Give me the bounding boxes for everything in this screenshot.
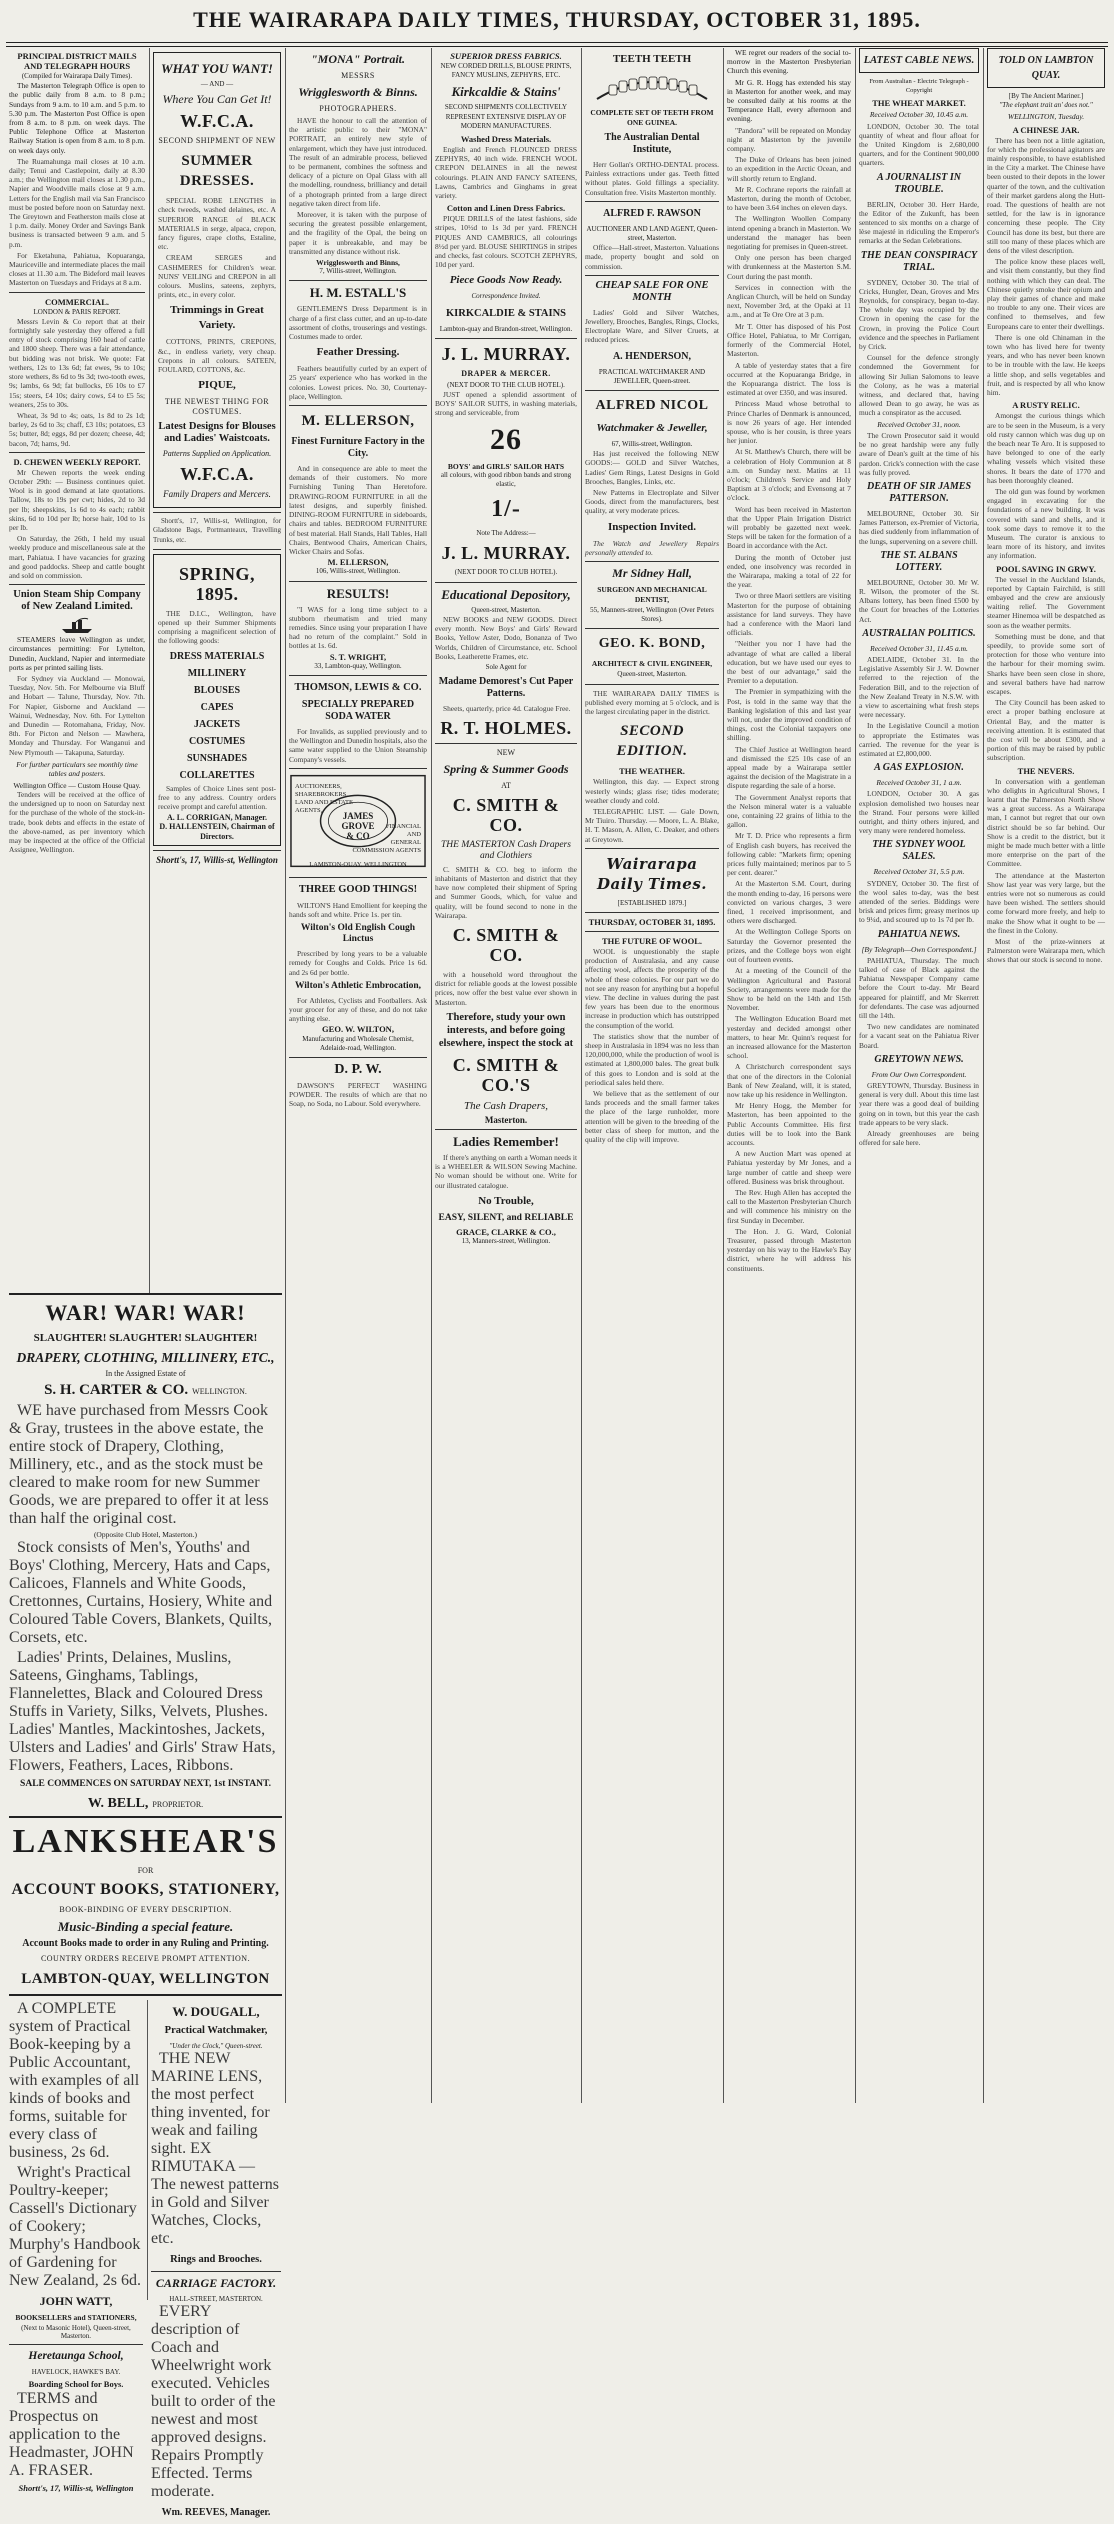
sidney-hall: Mr Sidney Hall,	[612, 566, 692, 581]
spring-summer-goods: Spring & Summer Goods	[443, 761, 569, 776]
stamp-address: LAMBTON-QUAY, WELLINGTON	[309, 860, 407, 868]
furniture-factory: Finest Furniture Factory in the City.	[291, 436, 425, 460]
bond-name: GEO. K. BOND,	[598, 636, 706, 652]
latest-designs: Latest Designs for Blouses and Ladies' Waistcoats.	[158, 421, 276, 445]
lambton-quay: LAMBTON-QUAY, WELLINGTON	[21, 1971, 270, 1987]
wfca-advert: WHAT YOU WANT! — AND — Where You Can Get It! W.F.C.A. SECOND SHIPMENT OF NEW SUMMER DRESSES. SPECIAL ROBE LENGTHS in check tweeds, washed delaines, etc. A SUPERIOR RANGE of BLACK MATERIALS in serge, alpaca, crepon, fancy figures, crape cloths, Estaline, etc. CREAM SERGES and CASHMERES for Children's wear. NUNS' VEILING and CREPON in all colours. Muslins, sateens, zephyrs, prints, etc., in every color. Trimmings in Great Variety. COTTONS, PRINTS, CREPONS, &c., in endless variety, very cheap. Crepons in all colours. SATEEN, FOULARD, COTTONS, &c. PIQUE, THE NEWEST THING FOR COSTUMES. Latest Designs for Blouses and Ladies' Waistcoats. Patterns Supplied on Application. W.F.C.A. Family Drapers and Mercers.	[153, 52, 281, 508]
lankshear-for: FOR	[137, 1866, 154, 1875]
auctioneer-line: FINANCIAL	[385, 822, 421, 830]
list-item: SUNSHADES	[186, 752, 248, 764]
masthead-rule	[6, 42, 1108, 43]
carriage-factory: CARRIAGE FACTORY.	[155, 2276, 277, 2290]
wilton-linctus: Wilton's Old English Cough Linctus	[300, 923, 416, 945]
auctioneer-line: LAND AND ESTATE	[295, 798, 353, 806]
gas-explosion: A GAS EXPLOSION.	[874, 762, 964, 774]
sydney-wool-sales: THE SYDNEY WOOL SALES.	[872, 839, 966, 863]
patterns-note: Patterns Supplied on Application.	[162, 449, 272, 459]
auctioneer-line: GENERAL	[390, 838, 421, 846]
booksellers: BOOKSELLERS and STATIONERS,	[15, 2313, 137, 2322]
lambton-quay-box	[987, 48, 1105, 88]
union-steamship-title: Union Steam Ship Company of New Zealand Limited.	[13, 589, 141, 613]
smith-name: C. SMITH & CO.	[452, 794, 560, 835]
kirkcaldie-stains: Kirkcaldie & Stains'	[451, 84, 561, 100]
death-sir-james: DEATH OF SIR JAMES PATTERSON.	[866, 480, 972, 504]
bottom-left-advertisements: WAR! WAR! WAR! SLAUGHTER! SLAUGHTER! SLAUGHTER! DRAPERY, CLOTHING, MILLINERY, ETC., In the Assigned Estate of S. H. CARTER & CO. WELLINGTON. WE have purchased from Messrs Cook & Gray, trustees in the above estate, the entire stock of Drapery, Clothing, Millinery, etc., and as the stock must be cleared to make room for new Summer Goods, we are prepared to offer it at less than half the original cost. (Opposite Club Hotel, Masterton.) Stock consists of Men's, Youths' and Boys' Clothing, Mercery, Hats and Caps, Calicoes, Flannels and White Goods, Crettonnes, Curtains, Hosiery, White and Coloured Table Covers, Blankets, Quilts, Corsets, etc. Ladies' Prints, Delaines, Muslins, Sateens, Ginghams, Tablings, Flannelettes, Black and Coloured Dress Stuffs in Variety, Silks, Velvets, Plushes. Ladies' Mantles, Mackintoshes, Jackets, Ulsters and Ladies' and Girls' Straw Hats, Flowers, Feathers, Laces, Ribbons. SALE COMMENCES ON SATURDAY NEXT, 1st INSTANT. W. BELL, PROPRIETOR. LANKSHEAR'S FOR ACCOUNT BOOKS, STATIONERY, BOOK-BINDING OF EVERY DESCRIPTION. Music-Binding a special feature. Account Books made to order in any Ruling and Printing. COUNTRY ORDERS RECEIVE PROMPT ATTENTION. LAMBTON-QUAY, WELLINGTON A COMPLETE system of Practical Book-keeping by a Public Accountant, with examples of all kinds of books and forms, suitable for every class of business, 2s 6d. Wright's Practical Poultry-keeper; Cassell's Dictionary of Cookery; Murphy's Handbook of Gardening for New Zealand, 2s 6d. JOHN WATT, BOOKSELLERS and STATIONERS, (Next to Masonic Hotel), Queen-street, Masterton. Heretaunga School, HAVELOCK, HAWKE'S BAY. Boarding School for Boys. TERMS and Prospectus on application to the Headmaster, JOHN A. FRASER. Shortt's, 17, Willis-st, Wellington W. DOUGALL, Practical Watchmaker, "Under the Clock," Queen-street. THE NEW MARINE LENS, the most perfect thing invented, for weak and failing sight. EX RIMUTAKA — The newest patterns in Gold and Silver Watches, Clocks, etc. Rings and Brooches. CARRIAGE FACTORY. HALL-STREET, MASTERTON. EVERY description of Coach and Wheelwright work executed. Vehicles built to order of the newest and most approved designs. Repairs Promptly Effected. Terms moderate. Wm. REEVES, Manager.	[6, 1293, 285, 2103]
holmes-name: R. T. HOLMES.	[440, 718, 572, 739]
bottom-left-sub: A COMPLETE system of Practical Book-keeping by a Public Accountant, with examples of all kinds of books and forms, suitable for every class of business, 2s 6d. Wright's Practical Poultry-keeper; Cassell's Dictionary of Cookery; Murphy's Handbook of Gardening for New Zealand, 2s 6d. JOHN WATT, BOOKSELLERS and STATIONERS, (Next to Masonic Hotel), Queen-street, Masterton. Heretaunga School, HAVELOCK, HAWKE'S BAY. Boarding School for Boys. TERMS and Prospectus on application to the Headmaster, JOHN A. FRASER. Shortt's, 17, Willis-st, Wellington	[9, 2000, 143, 2496]
dougall-name: W. DOUGALL,	[172, 2004, 260, 2019]
latest-cable-news: LATEST CABLE NEWS.	[863, 55, 975, 66]
carter-location: WELLINGTON.	[192, 1387, 247, 1396]
weekly-report-heading: D. CHEWEN WEEKLY REPORT.	[13, 456, 141, 467]
sailor-hats: BOYS' and GIRLS' SAILOR HATS	[447, 461, 565, 471]
masthead-rule-lower	[6, 46, 1108, 47]
thomson-lewis: THOMSON, LEWIS & CO.	[294, 681, 422, 693]
commercial-heading: COMMERCIAL.	[45, 296, 109, 307]
dpw-monogram: D. P. W.	[334, 1061, 382, 1077]
auctioneer-line: AND	[406, 830, 421, 838]
wheat-market: THE WHEAT MARKET.	[872, 98, 966, 109]
boarding-school: Boarding School for Boys.	[28, 2379, 124, 2389]
column-3: "MONA" Portrait. MESSRS Wrigglesworth & Binns. PHOTOGRAPHERS. HAVE the honour to call the attention of the artistic public to their "MONA" PORTRAIT, an entirely new style of enlargement, which they have just introduced. The result of an admirable process, believed to be permanent, combines the softness and delicacy of a picture on Opal Glass with all the modelling, roundness, brilliancy and detail of a photograph printed from a large direct negative taken direct from life. Moreover, it is taken with the purpose of securing the greatest possible enlargement, and the fragility of the Opal, the being on paper it is unbreakable, and may be transmitted any distance without risk. Wrigglesworth and Binns, 7, Willis-street, Wellington. H. M. ESTALL'S GENTLEMEN'S Dress Department is in charge of a first class cutter, and an up-to-date assortment of cloths, trouserings and vestings. Costumes made to order. Feather Dressing. Feathers beautifully curled by an expert of 25 years' experience who has worked in the colonies. Lowest prices. No. 30, Courtenay-place, Wellington. M. ELLERSON, Finest Furniture Factory in the City. And in consequence are able to meet the demands of their customers. No more Furnishing Tuning Than Heretofore. DRAWING-ROOM FURNITURE in all the latest designs, and superbly finished. DINING-ROOM FURNITURE in sideboards, chairs and tables. BEDROOM FURNITURE of best material. Hall Stands, Hall Tables, Hall Chairs, Bentwood Chairs, American Chairs, Wicker Chairs and Sofas. M. ELLERSON, 106, Willis-street, Wellington. RESULTS! "I WAS for a long time subject to a stubborn rheumatism and tried many remedies. Since using your preparation I have had no return of the complaint." Sold in bottles at 1s. 6d. S. T. WRIGHT, 33, Lambton-quay, Wellington. THOMSON, LEWIS & CO. SPECIALLY PREPARED SODA WATER For Invalids, as supplied previously and to the Wellington and Dunedin hospitals, also the same water supplied to the Union Steamship Company's vessels. AUCTIONEERS, SHAREBROKERS, LAND AND ESTATE AGENTS, FINANCIAL AND GENERAL COMMISSION AGENTS JAMES GROVE & CO LAMBTON-QUAY, WELLINGTON THREE GOOD THINGS! WILTON'S Hand Emollient for keeping the hands soft and white. Price 1s. per tin. Wilton's Old English Cough Linctus Prescribed by long years to be a valuable remedy for Coughs and Colds. Price 1s 6d. and 2s 6d per bottle. Wilton's Athletic Embrocation, For Athletes, Cyclists and Footballers. Ask your grocer for any of these, and do not take anything else. GEO. W. WILTON, Manufacturing and Wholesale Chemist, Adelaide-road, Wellington. D. P. W. DAWSON'S PERFECT WASHING POWDER. The results of which are that no Soap, no Soda, no Labour. Sold everywhere.	[289, 52, 427, 1109]
price-26: 26	[490, 422, 522, 456]
wilton-name: GEO. W. WILTON,	[322, 1024, 394, 1035]
john-watt: JOHN WATT,	[39, 2294, 113, 2308]
auctioneer-line: SHAREBROKERS,	[295, 790, 348, 798]
henderson-name: A. HENDERSON,	[612, 350, 692, 362]
cotton-linen-fabrics: Cotton and Linen Dress Fabrics.	[446, 203, 566, 214]
bell-proprietor: PROPRIETOR.	[152, 1800, 204, 1809]
murray-name: J. L. MURRAY.	[441, 343, 571, 364]
summer-dresses: SUMMER DRESSES.	[179, 153, 255, 190]
rawson-name: ALFRED F. RAWSON	[603, 207, 701, 219]
established: [ESTABLISHED 1879.]	[617, 898, 687, 907]
stamp-word: JAMES	[342, 810, 374, 821]
practical-watchmaker: Practical Watchmaker,	[164, 2025, 268, 2036]
three-good-things: THREE GOOD THINGS!	[298, 883, 418, 895]
educational-depository: Educational Depository,	[441, 586, 571, 602]
shipment-label: SECOND SHIPMENT OF NEW	[158, 136, 276, 146]
assigned-estate: In the Assigned Estate of	[105, 1369, 186, 1378]
list-item: MILLINERY	[187, 667, 247, 679]
list-item: CAPES	[200, 701, 234, 713]
greytown-news: GREYTOWN NEWS.	[874, 1053, 964, 1065]
bookbinding: BOOK-BINDING OF EVERY DESCRIPTION.	[59, 1905, 232, 1914]
surgeon-dentist: SURGEON AND MECHANICAL DENTIST,	[597, 585, 707, 605]
the-cash-drapers: The Cash Drapers,	[463, 1099, 549, 1112]
told-on-lambton-quay: TOLD ON LAMBTON QUAY.	[998, 55, 1094, 81]
column-2: WHAT YOU WANT! — AND — Where You Can Get It! W.F.C.A. SECOND SHIPMENT OF NEW SUMMER DRESSES. SPECIAL ROBE LENGTHS in check tweeds, washed delaines, etc. A SUPERIOR RANGE of BLACK MATERIALS in serge, alpaca, crepon, fancy figures, crape cloths, Estaline, etc. CREAM SERGES and CASHMERES for Children's wear. NUNS' VEILING and CREPON in all colours. Muslins, sateens, zephyrs, prints, etc., in every color. Trimmings in Great Variety. COTTONS, PRINTS, CREPONS, &c., in endless variety, very cheap. Crepons in all colours. SATEEN, FOULARD, COTTONS, &c. PIQUE, THE NEWEST THING FOR COSTUMES. Latest Designs for Blouses and Ladies' Waistcoats. Patterns Supplied on Application. W.F.C.A. Family Drapers and Mercers. Shortt's, 17, Willis-st, Wellington, for Gladstone Bags, Portmanteaux, Travelling Trunks, etc. SPRING, 1895. THE D.I.C., Wellington, have opened up their Summer Shipments comprising a magnificent selection of the following goods: DRESS MATERIALS MILLINERY BLOUSES CAPES JACKETS COSTUMES SUNSHADES COLLARETTES Samples of Choice Lines sent post-free to any address. Country orders receive prompt and careful attention. A. L. CORRIGAN, Manager. D. HALLENSTEIN, Chairman of Directors. Shortt's, 17, Willis-st, Wellington	[150, 48, 284, 2103]
dentures-illustration	[585, 71, 719, 105]
spring-1895: SPRING, 1895.	[178, 563, 255, 604]
rings-brooches: Rings and Brooches.	[170, 2254, 262, 2265]
column-4: SUPERIOR DRESS FABRICS. NEW CORDED DRILLS, BLOUSE PRINTS, FANCY MUSLINS, ZEPHYRS, ETC. Kirkcaldie & Stains' SECOND SHIPMENTS COLLECTIVELY REPRESENT EXTENSIVE DISPLAY OF MODERN MANUFACTURES. Washed Dress Materials. English and French FLOUNCED DRESS ZEPHYRS, 40 inch wide. FRENCH WOOL CREPON DELAINES in all the newest colourings. PLAIN AND FANCY SATEENS, Lawns, Cambrics and Ginghams in great variety. Cotton and Linen Dress Fabrics. PIQUE DRILLS of the latest fashions, side stripes, 10½d to 1s 3d per yard. FRENCH PIQUES AND CAMBRICS, all colourings 8½d per yard. BLOUSE SHIRTINGS in stripes and checks, fast colours. SCOTCH ZEPHYRS, 10d per yard. Piece Goods Now Ready. Correspondence Invited. KIRKCALDIE & STAINS Lambton-quay and Brandon-street, Wellington. J. L. MURRAY. DRAPER & MERCER. (NEXT DOOR TO THE CLUB HOTEL). JUST opened a splendid assortment of BOYS' SAILOR SUITS, in washing materials, strong and serviceable, from 26 BOYS' and GIRLS' SAILOR HATS all colours, with good ribbon bands and strong elastic, 1/- Note The Address:— J. L. MURRAY. (NEXT DOOR TO CLUB HOTEL). Educational Depository, Queen-street, Masterton. NEW BOOKS and NEW GOODS. Direct every month. New Boys' and Girls' Reward Books, Yellow Aster, Dodo, Bonanza of Two Worlds, Children of Circumstance, etc. School Books, Leatherette Frames, etc. Sole Agent for Madame Demorest's Cut Paper Patterns. Sheets, quarterly, price 4d. Catalogue Free. R. T. HOLMES. NEW Spring & Summer Goods AT C. SMITH & CO. THE MASTERTON Cash Drapers and Clothiers C. SMITH & CO. beg to inform the inhabitants of Masterton and district that they have now completed their shipment of Spring and Summer Goods, which, for value and quality, will be found second to none in the Wairarapa. C. SMITH & CO. with a household word throughout the district for reliable goods at the lowest possible prices, now offer the best value ever shown in Masterton. Therefore, study your own interests, and before going elsewhere, inspect the stock at C. SMITH & CO.'S The Cash Drapers, Masterton. Ladies Remember! If there's anything on earth a Woman needs it is a WHEELER & WILSON Sewing Machine. No woman should be without one. Write for our illustrated catalogue. No Trouble, EASY, SILENT, and RELIABLE GRACE, CLARKE & CO., 13, Manners-street, Wellington.	[435, 51, 577, 1245]
advert-title-what-you-want: WHAT YOU WANT!	[161, 61, 273, 76]
mails-heading: PRINCIPAL DISTRICT MAILS AND TELEGRAPH HOURS	[17, 51, 137, 71]
shortts-advert: Shortt's, 17, Willis-st, Wellington	[156, 854, 278, 865]
wellington-office: Wellington Office — Custom House Quay.	[13, 780, 141, 790]
paper-date: THURSDAY, OCTOBER 31, 1895.	[588, 916, 716, 927]
local-news-hogg: Mr G. R. Hogg has extended his stay in Masterton for another week, and may be consulted daily at his rooms at the Temperance Hall, every afternoon and evening.	[727, 77, 851, 124]
dental-institute: The Australian Dental Institute,	[604, 132, 700, 155]
pique-heading: PIQUE,	[198, 379, 236, 392]
column-5: TEETH TEETH COMPLETE SET OF TEETH FROM ONE GUINEA. The Australian Dental Institute, Herr Gollan's ORTHO-DENTAL process. Painless extractions under gas. Teeth fitted without plates. Gold fillings a speciality. Consultation free. Visits Masterton monthly. ALFRED F. RAWSON AUCTIONEER AND LAND AGENT, Queen-street, Masterton. Office—Hall-street, Masterton. Valuations made, property bought and sold on commission. CHEAP SALE FOR ONE MONTH Ladies' Gold and Silver Watches, Jewellery, Brooches, Bangles, Rings, Clocks, Electroplate Ware, and Silver Cruets, at reduced prices. A. HENDERSON, PRACTICAL WATCHMAKER AND JEWELLER, Queen-street. ALFRED NICOL Watchmaker & Jeweller, 67, Willis-street, Wellington. Has just received the following NEW GOODS:— GOLD and Silver Watches, Ladies' Gem Rings, Latest Designs in Gold Brooches, Bangles, Links, etc. New Patterns in Electroplate and Silver Goods, direct from the manufacturers, best quality, at very moderate prices. Inspection Invited. The Watch and Jewellery Repairs personally attended to. Mr Sidney Hall, SURGEON AND MECHANICAL DENTIST, 55, Manners-street, Wellington (Over Peters Stores). GEO. K. BOND, ARCHITECT & CIVIL ENGINEER, Queen-street, Masterton. THE WAIRARAPA DAILY TIMES is published every morning at 5 o'clock, and is the largest circulating paper in the district. SECOND EDITION. THE WEATHER. Wellington, this day. — Expect strong westerly winds; glass rise; tides moderate; weather cloudy and cold. TELEGRAPHIC LIST. — Gale Down, Mr Tiuiro. Thursday. — Moore, L. A. Blake, H. T. Mason, A. Allen, C. Deaker, and others at Greytown. Wairarapa Daily Times. [ESTABLISHED 1879.] THURSDAY, OCTOBER 31, 1895. THE FUTURE OF WOOL. WOOL is unquestionably the staple production of Australasia, and any cause affecting wool, affects the prosperity of the whole of these colonies. For our part we do not see any reason for anything but a hopeful view. The decline in values during the past few years has been due to the enormous increase in production which has outstripped the consumption of the world. The statistics show that the number of sheep in Australasia in 1894 was no less than 120,000,000, while the production of wool is estimated at 1,800,000 bales. The great bulk of this goes to London and is sold at the periodical sales held there. We believe that as the settlement of our lands proceeds and the small farmer takes the place of the large runholder, more attention will be given to the breeding of the better class of sheep for mutton, and the quality of the clip will improve.	[585, 53, 719, 1144]
newspaper-columns	[6, 48, 1108, 2518]
masterton-label: Masterton.	[484, 1114, 528, 1125]
masthead-title: THE WAIRARAPA DAILY TIMES, THURSDAY, OCTOBER 31, 1895.	[193, 7, 921, 32]
cable-copyright: From Australian - Electric Telegraph - Copyright	[869, 78, 969, 95]
teeth-guinea: COMPLETE SET OF TEETH FROM ONE GUINEA.	[590, 108, 714, 127]
union-body: STEAMERS leave Wellington as under, circumstances permitting: For Lyttelton, Dunedin, Auckland, Napier and intermediate ports as per printed sailing lists.	[9, 635, 145, 672]
smith-name-3: C. SMITH & CO.'S	[452, 1054, 560, 1095]
timetable-note: For further particulars see monthly time tables and posters.	[16, 759, 138, 778]
auctioneer-stamp-text	[289, 777, 427, 873]
shortts-bottom: Shortt's, 17, Willis-st, Wellington	[18, 2483, 134, 2493]
wilton-embrocation: Wilton's Athletic Embrocation,	[294, 980, 422, 991]
auctioneer-line: AGENTS,	[295, 806, 323, 814]
auctioneer-line: COMMISSION AGENTS	[352, 846, 421, 854]
easy-silent-reliable: EASY, SILENT, and RELIABLE	[438, 1212, 574, 1223]
ellerson-name: M. ELLERSON,	[301, 413, 415, 430]
mails-body: The Masterton Telegraph Office is open to the public daily from 8 a.m. to 8 p.m.; Sundays from 9 a.m. to 10 a.m. and 5 p.m. to 5.30 p.m. The Masterton Post Office is open from 8 a.m. to 8 p.m. on week days. The Public Telephone Office at Masterton Railway Station is open from 8 a.m. to 8 p.m. on week days only.	[9, 81, 145, 155]
carter-name: S. H. CARTER & CO.	[44, 1382, 189, 1398]
ancient-mariner-byline: [By The Ancient Mariner.]	[1008, 92, 1084, 100]
mona-portrait: "MONA" Portrait.	[310, 52, 405, 66]
teeth-heading: TEETH TEETH	[612, 53, 692, 65]
paper-title: Wairarapa Daily Times.	[596, 854, 707, 893]
bottom-right-sub: W. DOUGALL, Practical Watchmaker, "Under the Clock," Queen-street. THE NEW MARINE LENS, the most perfect thing invented, for weak and failing sight. EX RIMUTAKA — The newest patterns in Gold and Silver Watches, Clocks, etc. Rings and Brooches. CARRIAGE FACTORY. HALL-STREET, MASTERTON. EVERY description of Coach and Wheelwright work executed. Vehicles built to order of the newest and most approved designs. Repairs Promptly Effected. Terms moderate. Wm. REEVES, Manager.	[151, 2000, 281, 2524]
weather-heading: THE WEATHER.	[619, 766, 685, 777]
mails-subheading: (Compiled for Wairarapa Daily Times).	[21, 72, 133, 80]
wfca-name-2: W.F.C.A.	[180, 464, 254, 485]
murray-name-2: J. L. MURRAY.	[441, 543, 571, 564]
no-trouble: No Trouble,	[478, 1194, 534, 1207]
pahiatua-news: PAHIATUA NEWS.	[877, 928, 961, 940]
war-headline: WAR! WAR! WAR!	[45, 1300, 246, 1325]
spring-goods-list	[158, 648, 276, 784]
stamp-word: & CO	[346, 830, 370, 841]
st-albans-lottery: THE ST. ALBANS LOTTERY.	[880, 549, 958, 573]
demorest-patterns: Madame Demorest's Cut Paper Patterns.	[438, 676, 574, 700]
watchmaker-jeweller: Watchmaker & Jeweller,	[596, 422, 708, 435]
opposite-club: (Opposite Club Hotel, Masterton.)	[93, 1530, 198, 1539]
bell-name: W. BELL,	[87, 1796, 149, 1811]
therefore-study: Therefore, study your own interests, and before going elsewhere, inspect the stock at	[438, 1011, 574, 1049]
column-1: PRINCIPAL DISTRICT MAILS AND TELEGRAPH HOURS (Compiled for Wairarapa Daily Times). The Masterton Telegraph Office is open to the public daily from 8 a.m. to 8 p.m.; Sundays from 9 a.m. to 10 a.m. and 5 p.m. to 5.30 p.m. The Masterton Post Office is open from 8 a.m. to 8 p.m. on week days. The Public Telephone Office at Masterton Railway Station is open from 8 a.m. to 8 p.m. on week days only. The Ruamahunga mail closes at 10 a.m. daily; Tenui and Castlepoint, daily at 8.30 a.m.; the Wellington mail closes at 1.30 p.m., Napier and Woodville mails close at 9 a.m. Letters for the English mail via San Francisco must be posted before noon on Saturday next. The Greytown and Featherston mails close at 1 p.m. daily. Money Order and Savings Bank business is transacted between 9 a.m. and 5 p.m. For Eketahuna, Pahiatua, Kopuaranga, Mauriceville and intermediate places the mail closes at 11.30 a.m. The Bideford mail leaves Masterton on Tuesdays and Fridays at 8 a.m. COMMERCIAL. LONDON & PARIS REPORT. Messrs Levin & Co report that at their fortnightly sale yesterday they offered a full entry of stock comprising 160 head of cattle and 1800 sheep. There was a fair attendance, but bidding was not brisk. We quote: Fat wethers, 12s to 13s 6d; fat ewes, 9s to 10s; store wethers, 8s 6d to 9s 3d; two-tooth ewes, 9s; lambs, 6s 9d; fat bullocks, £6 10s to £7 15s; steers, £4 10s; dairy cows, £4 to £5 5s; weaners, 25s to 30s. Wheat, 3s 9d to 4s; oats, 1s 8d to 2s 1d; barley, 2s 6d to 3s; chaff, £3 10s; potatoes, £3 5s; butter, 8d; eggs, 8d per dozen; cheese, 4d; bacon, 7d; hams, 9d. D. CHEWEN WEEKLY REPORT. Mr Chewen reports the week ending October 29th: — Business continues quiet. Wool is in good demand at late quotations. Tallow, 18s to 19s per cwt; hides, 2d to 3d per lb; sheepskins, 1s 6d to 4s each; rabbit skins, 6d to 10d per lb; horse hair, 10d to 1s per lb. On Saturday, the 26th, I held my usual weekly produce and miscellaneous sale at the mart, Pahiatua. I have vacancies for grazing and good paddocks. Sheep and cattle bought and sold on commission. Union Steam Ship Company of New Zealand Limited. STEAMERS leave Wellington as under, circumstances permitting: For Lyttelton, Dunedin, Auckland, Napier and intermediate ports as per printed sailing lists. For Sydney via Auckland — Monowai, Tuesday, Nov. 5th. For Melbourne via Bluff and Hobart — Talune, Thursday, Nov. 7th. For Napier, Gisborne and Auckland — Wainui, Wednesday, Nov. 6th. For Lyttelton and Dunedin — Rotomahana, Friday, Nov. 8th. For Picton and Nelson — Mawhera, Monday and Thursday. For Wanganui and New Plymouth — Takapuna, Saturday. For further particulars see monthly time tables and posters. Wellington Office — Custom House Quay. Tenders will be received at the office of the undersigned up to noon on Saturday next for the purchase of the whole of the stock-in-trade, book debts and effects in the estate of the above-named, as per inventory which may be inspected at the office of the Official Assignee, Wellington.	[9, 51, 145, 855]
australian-politics: AUSTRALIAN POLITICS.	[862, 627, 976, 639]
draper-mercer: DRAPER & MERCER.	[461, 368, 551, 378]
reeves-manager: Wm. REEVES, Manager.	[161, 2507, 271, 2518]
alfred-nicol: ALFRED NICOL	[595, 398, 709, 414]
spring-advert: SPRING, 1895. THE D.I.C., Wellington, have opened up their Summer Shipments comprising a magnificent selection of the following goods: DRESS MATERIALS MILLINERY BLOUSES CAPES JACKETS COSTUMES SUNSHADES COLLARETTES Samples of Choice Lines sent post-free to any address. Country orders receive prompt and careful attention. A. L. CORRIGAN, Manager. D. HALLENSTEIN, Chairman of Directors.	[153, 554, 281, 846]
column-7: LATEST CABLE NEWS. From Australian - Electric Telegraph - Copyright THE WHEAT MARKET. Received October 30, 10.45 a.m. LONDON, October 30. The total quantity of wheat and flour afloat for the United Kingdom is 2,680,000 quarters, and for the Continent 900,000 quarters. A JOURNALIST IN TROUBLE. BERLIN, October 30. Herr Harde, the Editor of the Zukunft, has been sentenced to six months on a charge of lèse majesté in ridiculing the Emperor's remarks at the Sedan Celebrations. THE DEAN CONSPIRACY TRIAL. SYDNEY, October 30. The trial of Cricks, Hungler, Dean, Groves and Mrs Reynolds, for conspiracy, began to-day. The whole day was occupied by the Crown in opening the case for the Crown, in proving the Police Court evidence and the speeches in Parliament by Crick. Counsel for the defence strongly condemned the Government for allowing Sir Julian Salomons to leave the Colony, as he was a material witness, and declared that, having allowed Dean to go away, he was as much a conspirator as the accused. Received October 31, noon. The Crown Prosecutor said it would be no great hardship were any fully aware of Dean's guilt at the time of his pardon. Crick's connection with the case was fully proved. DEATH OF SIR JAMES PATTERSON. MELBOURNE, October 30. Sir James Patterson, ex-Premier of Victoria, has died suddenly from inflammation of the lungs, supervening on a severe chill. THE ST. ALBANS LOTTERY. MELBOURNE, October 30. Mr W. R. Wilson, the promoter of the St. Albans lottery, has been fined £500 by the Court for breaches of the Lotteries Act. AUSTRALIAN POLITICS. Received October 31, 11.45 a.m. ADELAIDE, October 31. In the Legislative Assembly Sir J. W. Downer referred to the rejection of the Federation Bill, and to the rejection of the New Zealand Treaty in N.S.W. with a view to ascertaining what fresh steps were necessary. In the Legislative Council a motion to appropriate the Estimates was carried. The revenue for the year is estimated at £2,800,000. A GAS EXPLOSION. Received October 31, 1 a.m. LONDON, October 30. A gas explosion demolished two houses near the Strand. Four persons were killed outright, and thirty others injured, and very many were rendered homeless. THE SYDNEY WOOL SALES. Received October 31, 5.5 p.m. SYDNEY, October 30. The first of the wool sales to-day, was the best attended of the series. Biddings were brisk and prices firm; greasy merinos up to 9¼d, and scoured up to 1s 7d per lb. PAHIATUA NEWS. [By Telegraph—Own Correspondent.] PAHIATUA, Thursday. The much talked of case of Black against the Pahiatua Newspaper Company came before the Court to-day. Mr Beard appeared for plaintiff, and Mr Skerrett for defendants. The case was adjourned till the 14th. Two new candidates are nominated for a vacant seat on the Pahiatua River Board. GREYTOWN NEWS. From Our Own Correspondent. GREYTOWN, Thursday. Business in general is very dull. About this time last year there was a good deal of building going on in town, but this year the cash trade appears to be very slack. Already greenhouses are being offered for sale here.	[856, 48, 982, 2103]
architect-engineer: ARCHITECT & CIVIL ENGINEER,	[591, 659, 713, 669]
stamp-word: GROVE	[341, 820, 375, 831]
sale-commences: SALE COMMENCES ON SATURDAY NEXT, 1st INSTANT.	[20, 1779, 271, 1789]
family-drapers: Family Drapers and Mercers.	[163, 489, 271, 500]
list-item: COLLARETTES	[179, 769, 255, 781]
heretaunga-school: Heretaunga School,	[28, 2350, 124, 2362]
price-1: 1/-	[491, 496, 521, 523]
wfca-name: W.F.C.A.	[180, 111, 254, 132]
local-news-lead: WE regret our readers of the social to-morrow in the Masterton Presbyterian Church this evening.	[727, 48, 851, 76]
wrigglesworth-binns: Wrigglesworth & Binns.	[298, 85, 418, 99]
journalist-trouble: A JOURNALIST IN TROUBLE.	[877, 171, 961, 195]
future-of-wool: THE FUTURE OF WOOL.	[601, 935, 703, 946]
results-heading: RESULTS!	[326, 585, 390, 601]
slaughter-headline: SLAUGHTER! SLAUGHTER! SLAUGHTER!	[33, 1332, 258, 1344]
ladies-remember: Ladies Remember!	[453, 1133, 559, 1149]
photographers: PHOTOGRAPHERS.	[319, 104, 397, 113]
smith-name-2: C. SMITH & CO.	[452, 924, 560, 965]
list-item: JACKETS	[193, 718, 241, 730]
cable-news-box	[859, 48, 979, 73]
estall-name: H. M. ESTALL'S	[309, 285, 407, 301]
list-item: DRESS MATERIALS	[169, 650, 265, 662]
column-quote: "The elephant trait an' does not."	[999, 101, 1093, 110]
rusty-relic: A RUSTY RELIC.	[1012, 400, 1080, 411]
wright-name: S. T. WRIGHT,	[329, 651, 387, 662]
feather-dressing: Feather Dressing.	[316, 346, 400, 359]
the-nevers: THE NEVERS.	[1017, 765, 1075, 776]
cheap-sale: CHEAP SALE FOR ONE MONTH	[595, 279, 709, 303]
soda-water: SPECIALLY PREPARED SODA WATER	[301, 698, 415, 722]
country-orders: COUNTRY ORDERS RECEIVE PROMPT ATTENTION.	[40, 1954, 251, 1963]
commercial-subheading: LONDON & PARIS REPORT.	[33, 307, 121, 316]
drapery-headline: DRAPERY, CLOTHING, MILLINERY, ETC.,	[16, 1350, 275, 1365]
grace-clarke: GRACE, CLARKE & CO.,	[456, 1226, 556, 1237]
account-made: Account Books made to order in any Ruling and Printing.	[22, 1938, 269, 1949]
piece-goods-ready: Piece Goods Now Ready.	[449, 274, 563, 287]
column-6: WE regret our readers of the social to-morrow in the Masterton Presbyterian Church this evening. Mr G. R. Hogg has extended his stay in Masterton for another week, and may be consulted daily at his rooms at the Temperance Hall, every afternoon and evening. "Pandora" will be repeated on Monday night at Masterton by the juvenile company. The Duke of Orleans has been joined to an expedition in the Arctic Ocean, and will shortly return to England. Mr R. Cochrane reports the rainfall at Masterton, during the month of October, to have been 3.64 inches on eleven days. The Wellington Woollen Company intend opening a branch in Masterton. We understand the manager has been negotiating for premises in Queen-street. Only one person has been charged with drunkenness at the Masterton S.M. Court during the past month. Services in connection with the Anglican Church, will be held on Sunday next, November 3rd, at the Opaki at 11 a.m., and at Te Ore Ore at 3 p.m. Mr T. Otter has disposed of his Post Office Hotel, Pahiatua, to Mr Corrigan, formerly of the Commercial Hotel, Masterton. A table of yesterday states that a fire occurred at the Kopuaranga Bridge, in the Kopuaranga district. The loss is estimated at over £350, and was insured. Princess Maud whose betrothal to Prince Charles of Denmark is announced, is now 26 years of age. Her intended spouse, who is her cousin, is three years her junior. At St. Matthew's Church, there will be a celebration of Holy Communion at 8 a.m. on Sunday next. Matins at 11 o'clock; Children's Service and Holy Baptism at 3 o'clock; and Evensong at 7 o'clock. Word has been received in Masterton that the Upper Plain Irrigation District will probably be gazetted next week. Steps will be taken for the formation of a Board in accordance with the Act. During the month of October just ended, one insolvency was recorded in the Wairarapa, making a total of 22 for the year. Two or three Maori settlers are visiting Masterton for the purpose of obtaining assistance for land surveys. They have had a conference with the Maori land officials. "Neither you nor I have had the advantage of what are called a liberal education, but we have used our eyes to the best of our advantage," said the Premier to a deputation. The Premier in sympathizing with the Post, is told in the same way that the Banking legislation of this and last year will not, under the improved condition of things, cost the Colonial taxpayers one shilling. The Chief Justice at Wellington heard and dismissed the £25 10s case of an appeal made by a Wairarapa settler against the decision of the Magistrate in a dispute regarding the sale of a horse. The Government Analyst reports that the Nelson mineral water is a valuable one, containing 22 grains of lithia to the gallon. Mr T. D. Price who represents a firm of English cash buyers, has received the following cable: "Markets firm; opening prices fully maintained; merinos par to 5 per cent. dearer." At the Masterton S.M. Court, during the month ending to-day, 16 persons were convicted on various charges, 3 were fined, 1 received imprisonment, and others were discharged. At the Wellington College Sports on Saturday the Governor presented the prizes, and the College boys won eight out of fourteen events. At a meeting of the Council of the Wellington Agricultural and Pastoral Society, arrangements were made for the Show to be held on the 14th and 15th November. The Wellington Education Board met yesterday and decided amongst other matters, to hear Mr. Quinn's request for an increased allowance for the Masterton school. A Christchurch correspondent says that one of the directors in the Colonial Bank of New Zealand, will, it is stated, now take up his residence in Wellington. Mr Henry Hogg, the Member for Masterton, has been appointed to the Public Accounts Committee. His first duties will be to look into the Bank accounts. A new Auction Mart was opened at Pahiatua yesterday by Mr Jones, and a large number of cattle and sheep were offered. Business was brisk throughout. The Rev. Hugh Allen has accepted the call to the Masterton Presbyterian Church and will commence his ministry on the first Sunday in December. The Hon. J. G. Ward, Colonial Treasurer, passed through Masterton yesterday on his way to the Hawke's Bay district, where he will address his constituents.	[727, 48, 851, 1273]
music-binding: Music-Binding a special feature.	[57, 1919, 234, 1934]
kirkcaldie-stains-2: KIRKCALDIE & STAINS	[446, 307, 566, 319]
dean-conspiracy: THE DEAN CONSPIRACY TRIAL.	[860, 249, 978, 273]
pool-saving: POOL SAVING IN GRWY.	[996, 563, 1096, 574]
list-item: BLOUSES	[193, 684, 241, 696]
chinese-jar: A CHINESE JAR.	[1012, 124, 1080, 135]
column-8: TOLD ON LAMBTON QUAY. [By The Ancient Mariner.] "The elephant trait an' does not." WELLINGTON, Tuesday. A CHINESE JAR. There has been not a little agitation, for which the professional agitators are mainly responsible, to have established in the City a market. The Chinese have been ousted to their depots in the lower quarter of the town, and the cultivation of their market gardens along the Hutt-road. The questions of health are not settled, for the law is in ignorance concerning these people. The City Council has done its best, but there are still too many of these places which are dens of the vilest description. The police know these places well, and visit them constantly, but they find nothing with which they can deal. The Chinese quietly smoke their opium and play their games of chance and make no trouble to any one. Their vices are confined to themselves, and few Europeans care to enter their dwellings. There is one old Chinaman in the town who has lived here for twenty years, and who has never been known to be in trouble with the law. He keeps a little shop, and sells vegetables and fruit, and is respected by all who know him. A RUSTY RELIC. Amongst the curious things which are to be seen in the Museum, is a very old rusty cannon which was dug up on the beach near Te Aro. It is supposed to have belonged to one of the early whaling vessels which visited these shores. It bears the date of 1770 and has been thoroughly cleaned. The old gun was found by workmen engaged in excavating for the foundations of a new building. It was covered with sand and shells, and it took some days to remove it to the Museum. The curator is anxious to learn more of its history, and invites any information. POOL SAVING IN GRWY. The vessel in the Auckland Islands, reported by Captain Fairchild, is still embayed and the crew are anxiously waiting relief. The Government steamer Hinemoa will be despatched as soon as the weather permits. Something must be done, and that speedily, to provide some sort of protection for those who venture into the harbour for their morning swim. Sharks have been seen close in shore, and several bathers have had narrow escapes. The City Council has been asked to erect a proper bathing enclosure at Oriental Bay, and the matter is receiving attention. It is estimated that the cost will be about £300, and a portion of this may be raised by public subscription. THE NEVERS. In conversation with a gentleman who delights in Agricultural Shows, I learnt that the Palmerston North Show was a great success. As a Wairarapa man, I cannot but regret that our own district should be so far behind. Our Show is a credit to the district, but it might be made much better with a little more enterprise on the part of the Committee. The attendance at the Masterton Show last year was very large, but the entries were not so numerous as could have been wished. The settlers should come forward more freely, and help to make the Show what it ought to be — the finest in the Colony. Most of the prize-winners at Palmerston were Wairarapa men, which shows that our stock is second to none.	[984, 48, 1108, 2103]
account-books: ACCOUNT BOOKS, STATIONERY,	[11, 1881, 280, 1898]
second-edition: SECOND EDITION.	[616, 723, 688, 760]
masterton-cash-drapers: THE MASTERTON Cash Drapers and Clothiers	[441, 839, 571, 861]
trimmings-heading: Trimmings in Great Variety.	[170, 304, 264, 332]
washed-dress-materials: Washed Dress Materials.	[460, 134, 552, 145]
inspection-invited: Inspection Invited.	[607, 520, 697, 533]
advert-title-where: Where You Can Get It!	[162, 92, 272, 107]
steamship-icon	[60, 617, 94, 635]
lankshear-name: LANKSHEAR'S	[12, 1823, 279, 1860]
auctioneer-line: AUCTIONEERS,	[295, 782, 342, 790]
list-item: COSTUMES	[188, 735, 246, 747]
superior-dress-fabrics: SUPERIOR DRESS FABRICS.	[450, 51, 562, 61]
